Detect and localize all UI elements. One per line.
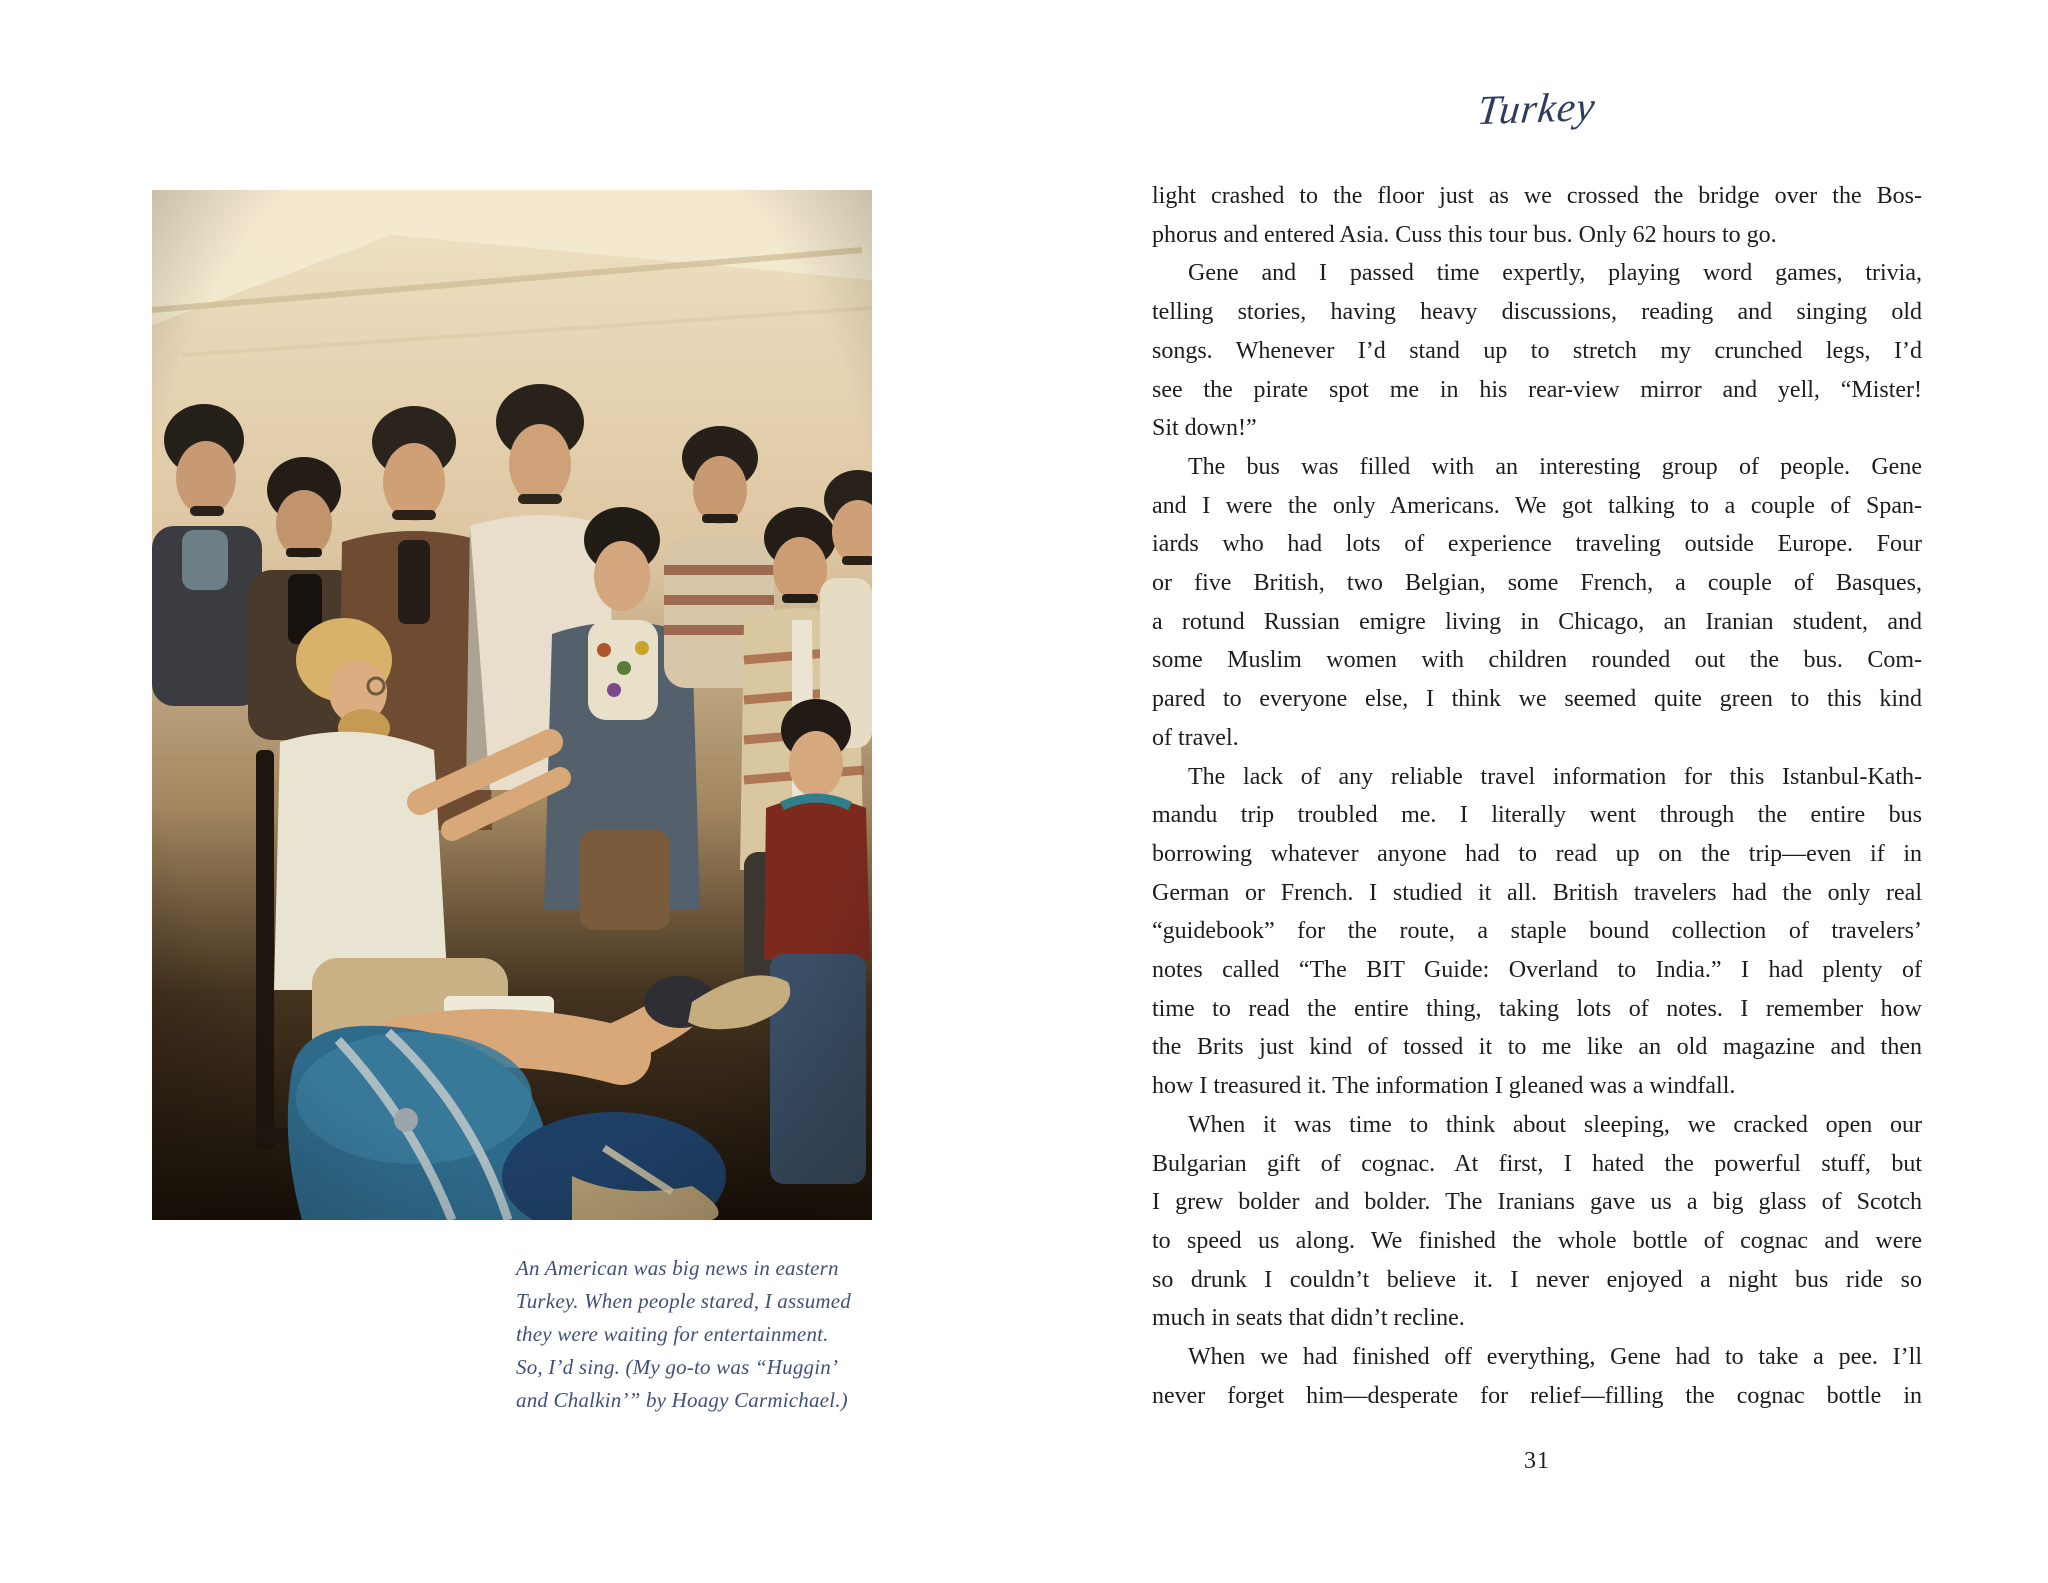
text-line: German or French. I studied it all. British travelers had the only real — [1152, 879, 1922, 906]
text-line: When we had finished off everything, Gene had to take a pee. I’ll — [1188, 1344, 1922, 1371]
text-line: never forget him—desperate for relief—filling the cognac bottle in — [1152, 1382, 1922, 1409]
text-line: I grew bolder and bolder. The Iranians gave us a big glass of Scotch — [1152, 1189, 1922, 1216]
text-line: and I were the only Americans. We got talking to a couple of Span- — [1152, 492, 1922, 519]
text-line: phorus and entered Asia. Cuss this tour bus. Only 62 hours to go. — [1152, 221, 1777, 248]
text-line: notes called “The BIT Guide: Overland to India.” I had plenty of — [1152, 957, 1922, 984]
text-line: The lack of any reliable travel information for this Istanbul-Kath- — [1188, 763, 1922, 790]
text-line: The bus was filled with an interesting group of people. Gene — [1188, 453, 1922, 480]
body-text — [1152, 177, 1922, 1416]
caption-line: Turkey. When people stared, I assumed — [516, 1289, 851, 1313]
text-line: see the pirate spot me in his rear-view mirror and yell, “Mister! — [1152, 376, 1922, 403]
text-line: much in seats that didn’t recline. — [1152, 1305, 1465, 1332]
text-line: Gene and I passed time expertly, playing word games, trivia, — [1188, 260, 1922, 287]
text-line: so drunk I couldn’t believe it. I never enjoyed a night bus ride so — [1152, 1266, 1922, 1293]
text-line: time to read the entire thing, taking lots of notes. I remember how — [1152, 995, 1922, 1022]
text-line: iards who had lots of experience traveling outside Europe. Four — [1152, 531, 1922, 558]
text-line: “guidebook” for the route, a staple bound collection of travelers’ — [1152, 918, 1922, 945]
text-line: Bulgarian gift of cognac. At first, I hated the powerful stuff, but — [1152, 1150, 1922, 1177]
caption-line: they were waiting for entertainment. — [516, 1322, 829, 1346]
photo-caption — [516, 1252, 900, 1417]
text-line: borrowing whatever anyone had to read up on the trip—even if in — [1152, 840, 1922, 867]
text-line: Sit down!” — [1152, 415, 1257, 442]
caption-line: An American was big news in eastern — [516, 1256, 839, 1280]
text-line: mandu trip troubled me. I literally went through the entire bus — [1152, 802, 1922, 829]
text-line: or five British, two Belgian, some French, a couple of Basques, — [1152, 570, 1922, 597]
text-line: how I treasured it. The information I gleaned was a windfall. — [1152, 1073, 1736, 1100]
text-line: to speed us along. We finished the whole bottle of cognac and were — [1152, 1227, 1922, 1254]
text-line: the Brits just kind of tossed it to me like an old magazine and then — [1152, 1034, 1922, 1061]
photo — [152, 190, 872, 1220]
caption-line: So, I’d sing. (My go-to was “Huggin’ — [516, 1355, 839, 1379]
chapter-header — [1152, 84, 1922, 132]
text-line: pared to everyone else, I think we seemed quite green to this kind — [1152, 686, 1922, 713]
text-line: light crashed to the floor just as we crossed the bridge over the Bos- — [1152, 183, 1922, 209]
caption-line: and Chalkin’” by Hoagy Carmichael.) — [516, 1388, 848, 1412]
text-line: a rotund Russian emigre living in Chicago, an Iranian student, and — [1152, 608, 1922, 635]
page-number: 31 — [1524, 1448, 1550, 1474]
text-line: some Muslim women with children rounded out the bus. Com- — [1152, 647, 1922, 674]
text-line: When it was time to think about sleeping, we cracked open our — [1188, 1111, 1922, 1138]
photo-illustration — [152, 190, 872, 1220]
chapter-header-text: Turkey — [1475, 82, 1599, 134]
text-line: telling stories, having heavy discussions, reading and singing old — [1152, 299, 1922, 326]
text-line: songs. Whenever I’d stand up to stretch my crunched legs, I’d — [1152, 337, 1922, 364]
text-line: of travel. — [1152, 724, 1239, 751]
